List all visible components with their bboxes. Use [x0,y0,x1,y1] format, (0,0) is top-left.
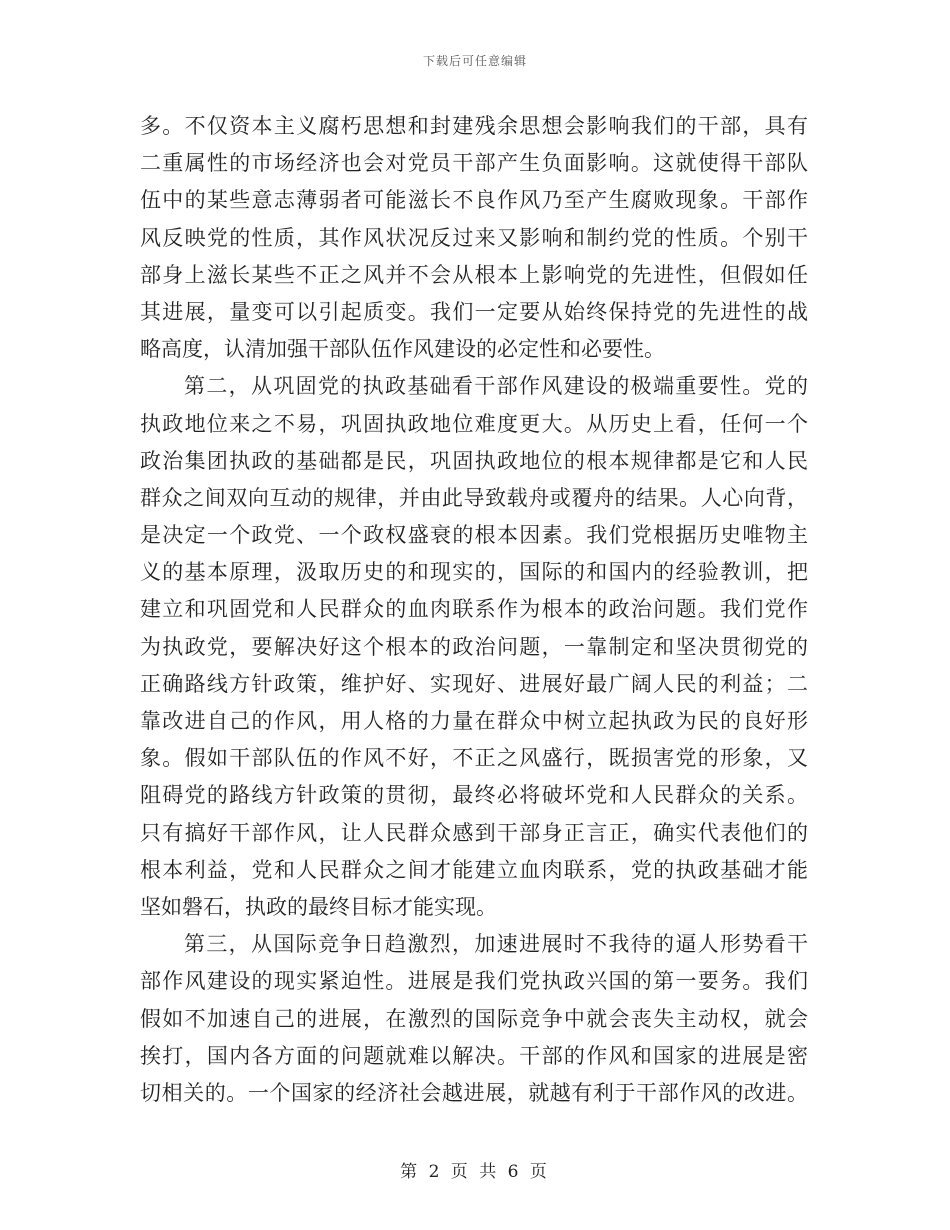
text-line: 略高度，认清加强干部队伍作风建设的必定性和必要性。 [140,337,665,362]
text-line: 正确路线方针政策，维护好、实现好、进展好最广阔人民的利益；二 [140,671,808,696]
text-line: 执政地位来之不易，巩固执政地位难度更大。从历史上看，任何一个 [140,411,808,436]
text-line: 群众之间双向互动的规律，并由此导致载舟或覆舟的结果。人心向背， [140,485,808,510]
text-line: 伍中的某些意志薄弱者可能滋长不良作风乃至产生腐败现象。干部作 [140,188,808,213]
text-line: 挨打，国内各方面的问题就难以解决。干部的作风和国家的进展是密 [140,1043,808,1068]
body-text [140,108,808,1112]
text-line: 假如不加速自己的进展，在激烈的国际竞争中就会丧失主动权，就会 [140,1006,808,1031]
text-line: 靠改进自己的作风，用人格的力量在群众中树立起执政为民的良好形 [140,709,808,733]
text-line: 其进展，量变可以引起质变。我们一定要从始终保持党的先进性的战 [140,299,808,324]
paragraph-first-line: 第三，从国际竞争日趋激烈，加速进展时不我待的逼人形势看干 [184,932,808,957]
text-line: 坚如磐石，执政的最终目标才能实现。 [140,894,497,919]
page-header: 下载后可任意编辑 [422,54,527,68]
text-line: 部作风建设的现实紧迫性。进展是我们党执政兴国的第一要务。我们 [140,969,808,994]
text-line: 只有搞好干部作风，让人民群众感到干部身正言正，确实代表他们的 [140,820,808,845]
text-line: 政治集团执政的基础都是民，巩固执政地位的根本规律都是它和人民 [140,448,808,473]
text-line: 根本利益，党和人民群众之间才能建立血肉联系，党的执政基础才能 [140,857,808,882]
text-line: 切相关的。一个国家的经济社会越进展，就越有利于干部作风的改进。 [140,1080,808,1105]
paragraph-first-line: 第二，从巩固党的执政基础看干部作风建设的极端重要性。党的 [184,374,808,399]
text-line: 象。假如干部队伍的作风不好，不正之风盛行，既损害党的形象，又 [140,746,808,771]
text-line: 二重属性的市场经济也会对党员干部产生负面影响。这就使得干部队 [140,151,808,176]
text-line: 风反映党的性质，其作风状况反过来又影响和制约党的性质。个别干 [140,225,808,250]
text-line: 义的基本原理，汲取历史的和现实的，国际的和国内的经验教训，把 [140,560,808,585]
text-line: 为执政党，要解决好这个根本的政治问题，一靠制定和坚决贯彻党的 [140,634,808,659]
page-number: 第 2 页 共 6 页 [400,1162,550,1182]
text-line: 部身上滋长某些不正之风并不会从根本上影响党的先进性，但假如任 [140,262,808,287]
text-line: 阻碍党的路线方针政策的贯彻，最终必将破坏党和人民群众的关系。 [140,783,808,808]
text-line: 多。不仅资本主义腐朽思想和封建残余思想会影响我们的干部，具有 [140,114,808,138]
text-line: 是决定一个政党、一个政权盛衰的根本因素。我们党根据历史唯物主 [140,523,808,548]
text-line: 建立和巩固党和人民群众的血肉联系作为根本的政治问题。我们党作 [140,597,808,622]
